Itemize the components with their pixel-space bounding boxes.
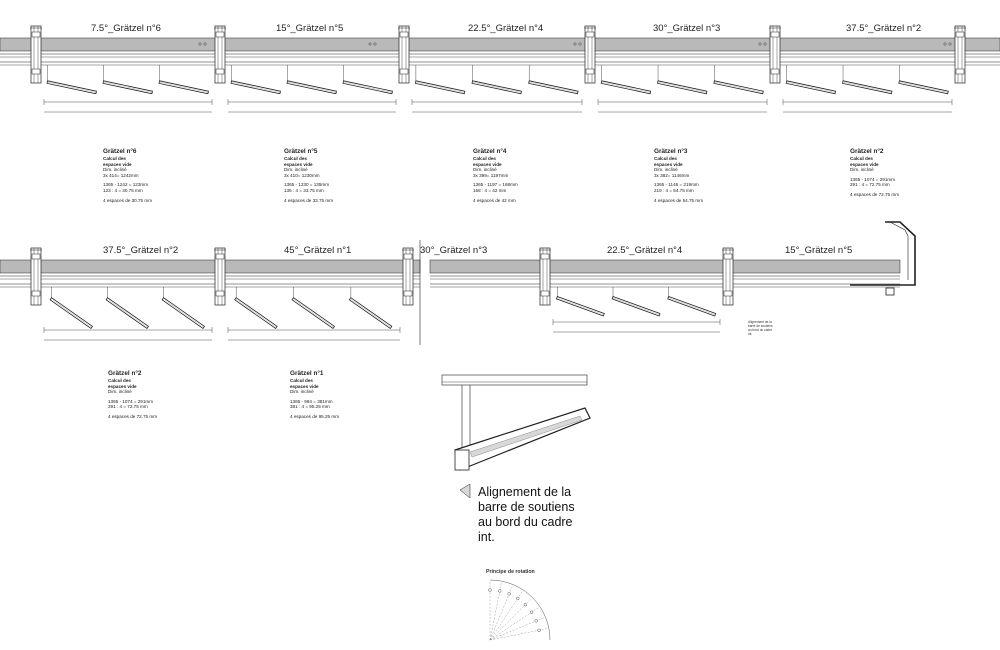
mullion-detail	[216, 291, 224, 296]
calc-block	[284, 148, 333, 203]
frame-corner	[850, 222, 915, 285]
louvre-core	[613, 298, 660, 315]
louvre-core	[601, 82, 650, 92]
calc-subtitle: espaces vide	[108, 383, 137, 389]
callout-line: au bord du cadre	[478, 515, 573, 529]
calc-spaces: 4 espaces de 95.25 mm	[290, 413, 340, 419]
calc-title: Grätzel n°1	[290, 370, 324, 377]
calc-dims: 3x 399= 1197mm	[473, 172, 509, 178]
calc-title: Grätzel n°6	[103, 148, 137, 155]
louvre-core	[47, 82, 96, 92]
calc-spaces: 4 espaces de 54.75 mm	[654, 197, 704, 203]
louvre-core	[658, 82, 707, 92]
calc-subtitle: Calcul des	[108, 378, 131, 383]
mullion-detail	[724, 254, 732, 259]
calc-dim-label: Dim. incliné	[654, 167, 678, 173]
calc-block	[850, 148, 899, 198]
section-title: 15°_Grätzel n°5	[276, 23, 344, 34]
calc-subtitle: espaces vide	[103, 161, 132, 167]
section-title: 7.5°_Grätzel n°6	[91, 23, 161, 34]
rotation-node	[498, 590, 501, 593]
callout-arrow	[460, 484, 470, 498]
calc-subtitle: espaces vide	[850, 161, 879, 167]
calc-subtitle: espaces vide	[473, 161, 502, 167]
mullion-detail	[400, 69, 408, 74]
louvre-core	[416, 82, 465, 92]
calc-subtitle: Calcul des	[654, 156, 677, 161]
louvre-core	[163, 299, 204, 328]
rotation-node	[524, 603, 527, 606]
detail-beam	[442, 375, 587, 385]
section-title: 22.5°_Grätzel n°4	[607, 245, 683, 256]
mullion-detail	[541, 254, 549, 259]
calc-subtitle: Calcul des	[284, 156, 307, 161]
calc-block	[108, 370, 157, 420]
calc-line: 381 : 4 = 95.25 mm	[290, 404, 330, 410]
louvre-core	[843, 82, 892, 92]
calc-line: 1365 - 1197 = 168mm	[473, 182, 518, 188]
louvre-core	[107, 299, 148, 328]
calc-dim-label: Dim. incliné	[473, 167, 497, 173]
mullion-detail	[586, 32, 594, 37]
note-line: Alignement de la	[748, 320, 772, 324]
rail-band	[0, 260, 420, 273]
calc-block	[290, 370, 339, 420]
louvre-core	[287, 82, 336, 92]
calc-line: 1365 - 1146 = 219mm	[654, 182, 699, 188]
calc-dim-label: Dim. incliné	[108, 389, 132, 395]
louvre-core	[343, 82, 392, 92]
calc-subtitle: Calcul des	[473, 156, 496, 161]
louvre-core	[231, 82, 280, 92]
section-title: 30°_Grätzel n°3	[653, 23, 721, 34]
calc-title: Grätzel n°2	[108, 370, 142, 377]
louvre-core	[529, 82, 578, 92]
calc-spaces: 4 espaces de 72.75 mm	[850, 191, 900, 197]
mullion-detail	[586, 69, 594, 74]
rotation-title: Principe de rotation	[486, 569, 535, 575]
calc-title: Grätzel n°2	[850, 148, 884, 155]
calc-block	[654, 148, 703, 203]
louvre-core	[350, 299, 391, 328]
rotation-node	[508, 592, 511, 595]
calc-line: 1365 - 1074 = 291mm	[850, 176, 896, 182]
rotation-node	[516, 597, 519, 600]
rotation-node	[535, 619, 538, 622]
calc-subtitle: Calcul des	[103, 156, 126, 161]
calc-block	[103, 148, 152, 203]
calc-line: 219 : 4 = 54.75 mm	[654, 187, 694, 193]
mullion-detail	[771, 32, 779, 37]
calc-dim-label: Dim. incliné	[284, 167, 308, 173]
calc-subtitle: Calcul des	[850, 156, 873, 161]
calc-spaces: 4 espaces de 30.75 mm	[103, 197, 153, 203]
calc-line: 168 : 4 = 42 mm	[473, 187, 507, 193]
alignment-note-small	[748, 320, 774, 336]
calc-line: 1365 - 984 = 381mm	[290, 398, 333, 404]
frame-node	[886, 288, 894, 295]
callout-line: Alignement de la	[478, 485, 572, 499]
calc-line: 1365 - 1074 = 291mm	[108, 398, 154, 404]
calc-line: 1365 - 1230 = 135mm	[284, 182, 330, 188]
mullion-detail	[771, 69, 779, 74]
calc-subtitle: espaces vide	[290, 383, 319, 389]
rotation-node	[489, 589, 492, 592]
rail-band	[430, 260, 900, 273]
calc-spaces: 4 espaces de 42 mm	[473, 197, 516, 203]
mullion-detail	[541, 291, 549, 296]
rotation-node	[530, 611, 533, 614]
calc-subtitle: Calcul des	[290, 378, 313, 383]
rotation-node	[538, 629, 541, 632]
calc-dim-label: Dim. incliné	[850, 167, 874, 173]
calc-spaces: 4 espaces de 33.75 mm	[284, 197, 334, 203]
callout-line: int.	[478, 530, 495, 544]
mullion-detail	[724, 291, 732, 296]
calc-line: 291 : 4 = 72.75 mm	[108, 404, 148, 410]
mullion-detail	[32, 32, 40, 37]
calc-dims: 3x 410= 1230mm	[284, 172, 320, 178]
mullion-detail	[404, 254, 412, 259]
detail-clamp	[455, 450, 469, 470]
louvre-core	[103, 82, 152, 92]
louvre-core	[51, 299, 92, 328]
louvre-core	[557, 298, 604, 315]
calc-line: 135 : 4 = 33.75 mm	[284, 187, 324, 193]
calc-dims: 3x 414= 1242mm	[103, 172, 139, 178]
calc-dim-label: Dim. incliné	[103, 167, 127, 173]
section-title: 22.5°_Grätzel n°4	[468, 23, 544, 34]
calc-title: Grätzel n°5	[284, 148, 318, 155]
callout-line: barre de soutiens	[478, 500, 575, 514]
mullion-detail	[32, 254, 40, 259]
louvre-core	[235, 299, 276, 328]
calc-dim-label: Dim. incliné	[290, 389, 314, 395]
louvre-core	[899, 82, 948, 92]
calc-dims: 3x 382= 1146mm	[654, 172, 690, 178]
section-title: 45°_Grätzel n°1	[284, 245, 352, 256]
calc-title: Grätzel n°3	[654, 148, 688, 155]
mullion-detail	[404, 291, 412, 296]
calc-subtitle: espaces vide	[654, 161, 683, 167]
section-title: 30°_Grätzel n°3	[420, 245, 488, 256]
louvre-core	[786, 82, 835, 92]
calc-title: Grätzel n°4	[473, 148, 507, 155]
section-title: 15°_Grätzel n°5	[785, 245, 853, 256]
louvre-core	[293, 299, 334, 328]
calc-line: 291 : 4 = 72.75 mm	[850, 182, 890, 188]
note-line: int.	[748, 332, 753, 336]
rail-band	[0, 38, 1000, 51]
louvre-core	[472, 82, 521, 92]
note-line: barre de soutiens	[748, 324, 773, 328]
calc-line: 1365 - 1242 = 123mm	[103, 182, 149, 188]
section-title: 37.5°_Grätzel n°2	[103, 245, 179, 256]
mullion-detail	[956, 32, 964, 37]
detail-blade-core	[470, 416, 582, 457]
calc-subtitle: espaces vide	[284, 161, 313, 167]
louvre-core	[159, 82, 208, 92]
mullion-detail	[32, 291, 40, 296]
louvre-core	[668, 298, 715, 315]
note-line: au bord du cadre	[748, 328, 773, 332]
mullion-detail	[216, 69, 224, 74]
mullion-detail	[400, 32, 408, 37]
calc-line: 123 : 4 = 30.75 mm	[103, 187, 143, 193]
calc-spaces: 4 espaces de 72.75 mm	[108, 413, 158, 419]
mullion-detail	[956, 69, 964, 74]
mullion-detail	[216, 32, 224, 37]
louvre-core	[714, 82, 763, 92]
mullion-detail	[216, 254, 224, 259]
mullion-detail	[32, 69, 40, 74]
calc-block	[473, 148, 518, 203]
alignment-callout	[478, 485, 588, 545]
section-title: 37.5°_Grätzel n°2	[846, 23, 922, 34]
